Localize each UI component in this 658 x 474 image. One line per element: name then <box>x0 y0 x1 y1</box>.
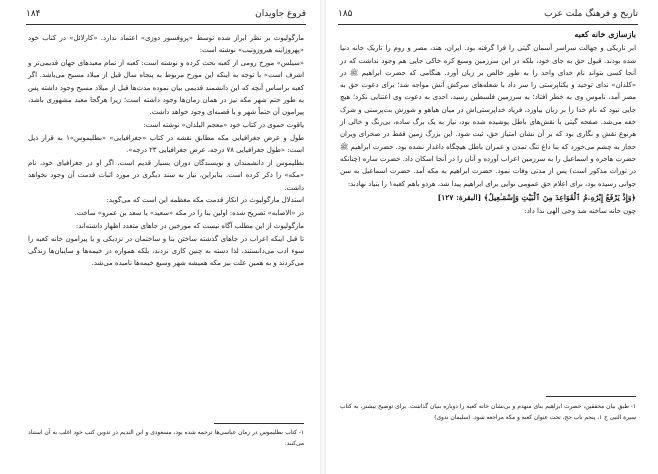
left-paragraph: تا قبل اینکه اعراب در جاهای گذشته ساختن بنا و ساختمان در نزدیکی و یا پیرامون خانه کعبه را سوء ادب می‌دانستند، لذا دسته به چنین کاری نزدند، بلکه همواره در خیمه‌ها و سایبان‌ها زندگی می‌کردند و به همین علت نیز مکه همیشه شهر وسیع خیمه‌ها نامیده می‌شد. <box>28 234 304 268</box>
left-paragraph: «سیلس» مورخ رومی از کعبه بحث کرده و نوشته است: کعبه از تمام معبدهای جهان قدیمی‌تر و اشرف است» با توجه به اینکه این مورخ مربوط به پنجاه سال قبل از میلاد مسیح می‌باشد. اگر کعبه براساس آنچه که این دانشمند قدیمی بیان نموده مدت‌ها قبل از میلاد مسیح وجود داشته پس به طور حتم شهر مکه نیز در همان زمان‌ها وجود داشته است؛ زیرا هرگجا معبد مشهوری باشد، پیرامون آن حتماً شهر و یا قصبه‌ای وجود خواهد داشت. <box>28 59 304 117</box>
left-page-header <box>26 6 306 22</box>
right-page-header <box>338 6 638 22</box>
left-paragraph: مارگولیوث بر نظر ابراز شده توسط «پروفسور دوزی» اعتماد ندارد. «کارلائل» در کتاب خود «پهروزاینه هیروزوتیب» نوشته است: <box>28 34 304 55</box>
left-paragraph: طول و عرض جغرافیایی مکه مطابق نقشه در کتاب «جغرافیایی» «بطلیموس»۱ به قرار ذیل است: «طول جغرافیایی ۷۸ درجه، عرض جغرافیایی ۲۳ درجه». <box>28 133 305 155</box>
left-header-rule <box>26 24 306 25</box>
left-footnote-rule <box>214 423 304 424</box>
left-footnote: ۱- کتاب بطلیموس در زمان عباسی‌ها ترجمه شده بود، مسعودی و ابن الندیم در تدوین کتب خود اغلب به آن استناد می‌کنند. <box>28 430 304 447</box>
left-paragraph: در «الاصابه» تصریح شده: اولین بنا را در مکه «سعید» یا سعد بن عمرو» ساخت. <box>74 209 304 218</box>
left-header-title: فروغ جاویدان <box>255 9 306 19</box>
right-paragraph: ابر تاریکی و جهالت سراسر آسمان گیتی را فرا گرفته بود. ایران، هند، مصر و روم را تاریک خانه دنیا شده بودند. قبول حق به جای خود، بلکه در این سرزمین وسیع کره خاکی جایی هم وجود نداشت که در آنجا کسی بتواند نام خدای واحد را به طور خالص بر زبان آورد. هنگامی که حضرت ابراهیم ﷺ در «کلدان» ندای توحید و یکتاپرستی را سر داد با شعله‌های سرکش آتش مواجه شد؛ برای دعوت حق به مصر آمد، ناموس وی به خطر افتاد؛ به سرزمین فلسطین رسید، احدی به دعوت وی اعتنایی نکرد؛ هیچ جایی نبود که نام خدا را بر زبان بیاورد، فریاد خداپرستی‌اش در میان هیاهو و شورش بت‌پرستی و شرک خفه می‌شد. صفحه گیتی با نقش‌های باطل پوشیده شده بود، نیاز به یک برگ ساده، بی‌رنگ و خالی از هرنوع نقش و نگاری بود که بر آن نشان امتیاز حق، ثبت شود. این بزرگ زمین فقط در صحرای ویران حجاز به چشم می‌خورد که بنا داغ تنگ تمدن و عمران باطل هیچگاه داغدار نشده بود. حضرت ابراهیم ﷺ حضرت هاجره و اسماعیل را به سرزمین اعراب آورده و آنان را در آنجا اسکان داد. حضرت ساره (چنانکه در تورات مذکور است) پس از مدتی وفات نمود. حضرت ابراهیم به مکه آمد. حضرت اسماعیل به سن جوانی رسیده بود، برای اعلام حق عمومی نوایی برای ابراهیم پیدا شد، هردو باهم کعبه۱ را بنیاد نهادند: <box>340 44 636 188</box>
right-footnote-rule <box>546 396 636 397</box>
section-title: بازسازی خانه کعبه <box>574 29 636 39</box>
right-header-title: تاریخ و فرهنگ ملت عرب <box>544 9 638 19</box>
right-footnote: ۱- طبق بیان محققین، حضرت ابراهیم بنای منهدم و بی‌نشان خانه کعبه را دوباره بنیان گذاشت. برای توضیح بیشتر، به کتاب سیرة النبی ج ۱، پنجم باب حج، تحت عنوان کعبه و مکه مراجعه شود. (سلیمان ندوی) <box>340 404 636 421</box>
left-page-number: ۱۸۴ <box>26 9 41 19</box>
left-paragraph: مارگولیوث از این مطلب آگاه نیست که مورخین در جاهای متعدد اظهار داشته‌اند: <box>75 221 304 230</box>
right-page-number: ۱۸۵ <box>338 9 353 19</box>
after-verse-text: چون خانه ساخته شد وحی الهی ندا داد: <box>524 207 636 216</box>
right-header-rule <box>338 24 638 25</box>
left-page <box>0 0 316 474</box>
left-paragraph: استدلال مارگولیوث در انکار قدمت مکه معظمه این است که می‌گوید: <box>106 196 304 205</box>
quran-verse: ﴿وَإِذْ يَرْفَعُ إِبْرَٰهِۦمُ ٱلْقَوَاعِدَ مِنَ ٱلْبَيْتِ وَإِسْمَـٰعِيلُ﴾ [البقرة: ۱۲۷] <box>437 192 636 202</box>
left-paragraph: یاقوت حموی در کتاب خود «معجم البلدان» نوشته است: <box>143 121 304 130</box>
book-gutter <box>320 0 326 474</box>
right-page <box>330 0 648 474</box>
right-page-body <box>340 28 636 218</box>
left-page-body <box>28 32 304 270</box>
left-paragraph: بطلیموس از دانشمندان و نویسندگان دوران بسیار قدیم است، اگر او در جغرافیای خود، نام «مکه» را ذکر کرده است. بنابراین، نیاز به سند دیگری در مورد اثبات قدمت آن وجود نخواهد داشت. <box>28 158 304 192</box>
